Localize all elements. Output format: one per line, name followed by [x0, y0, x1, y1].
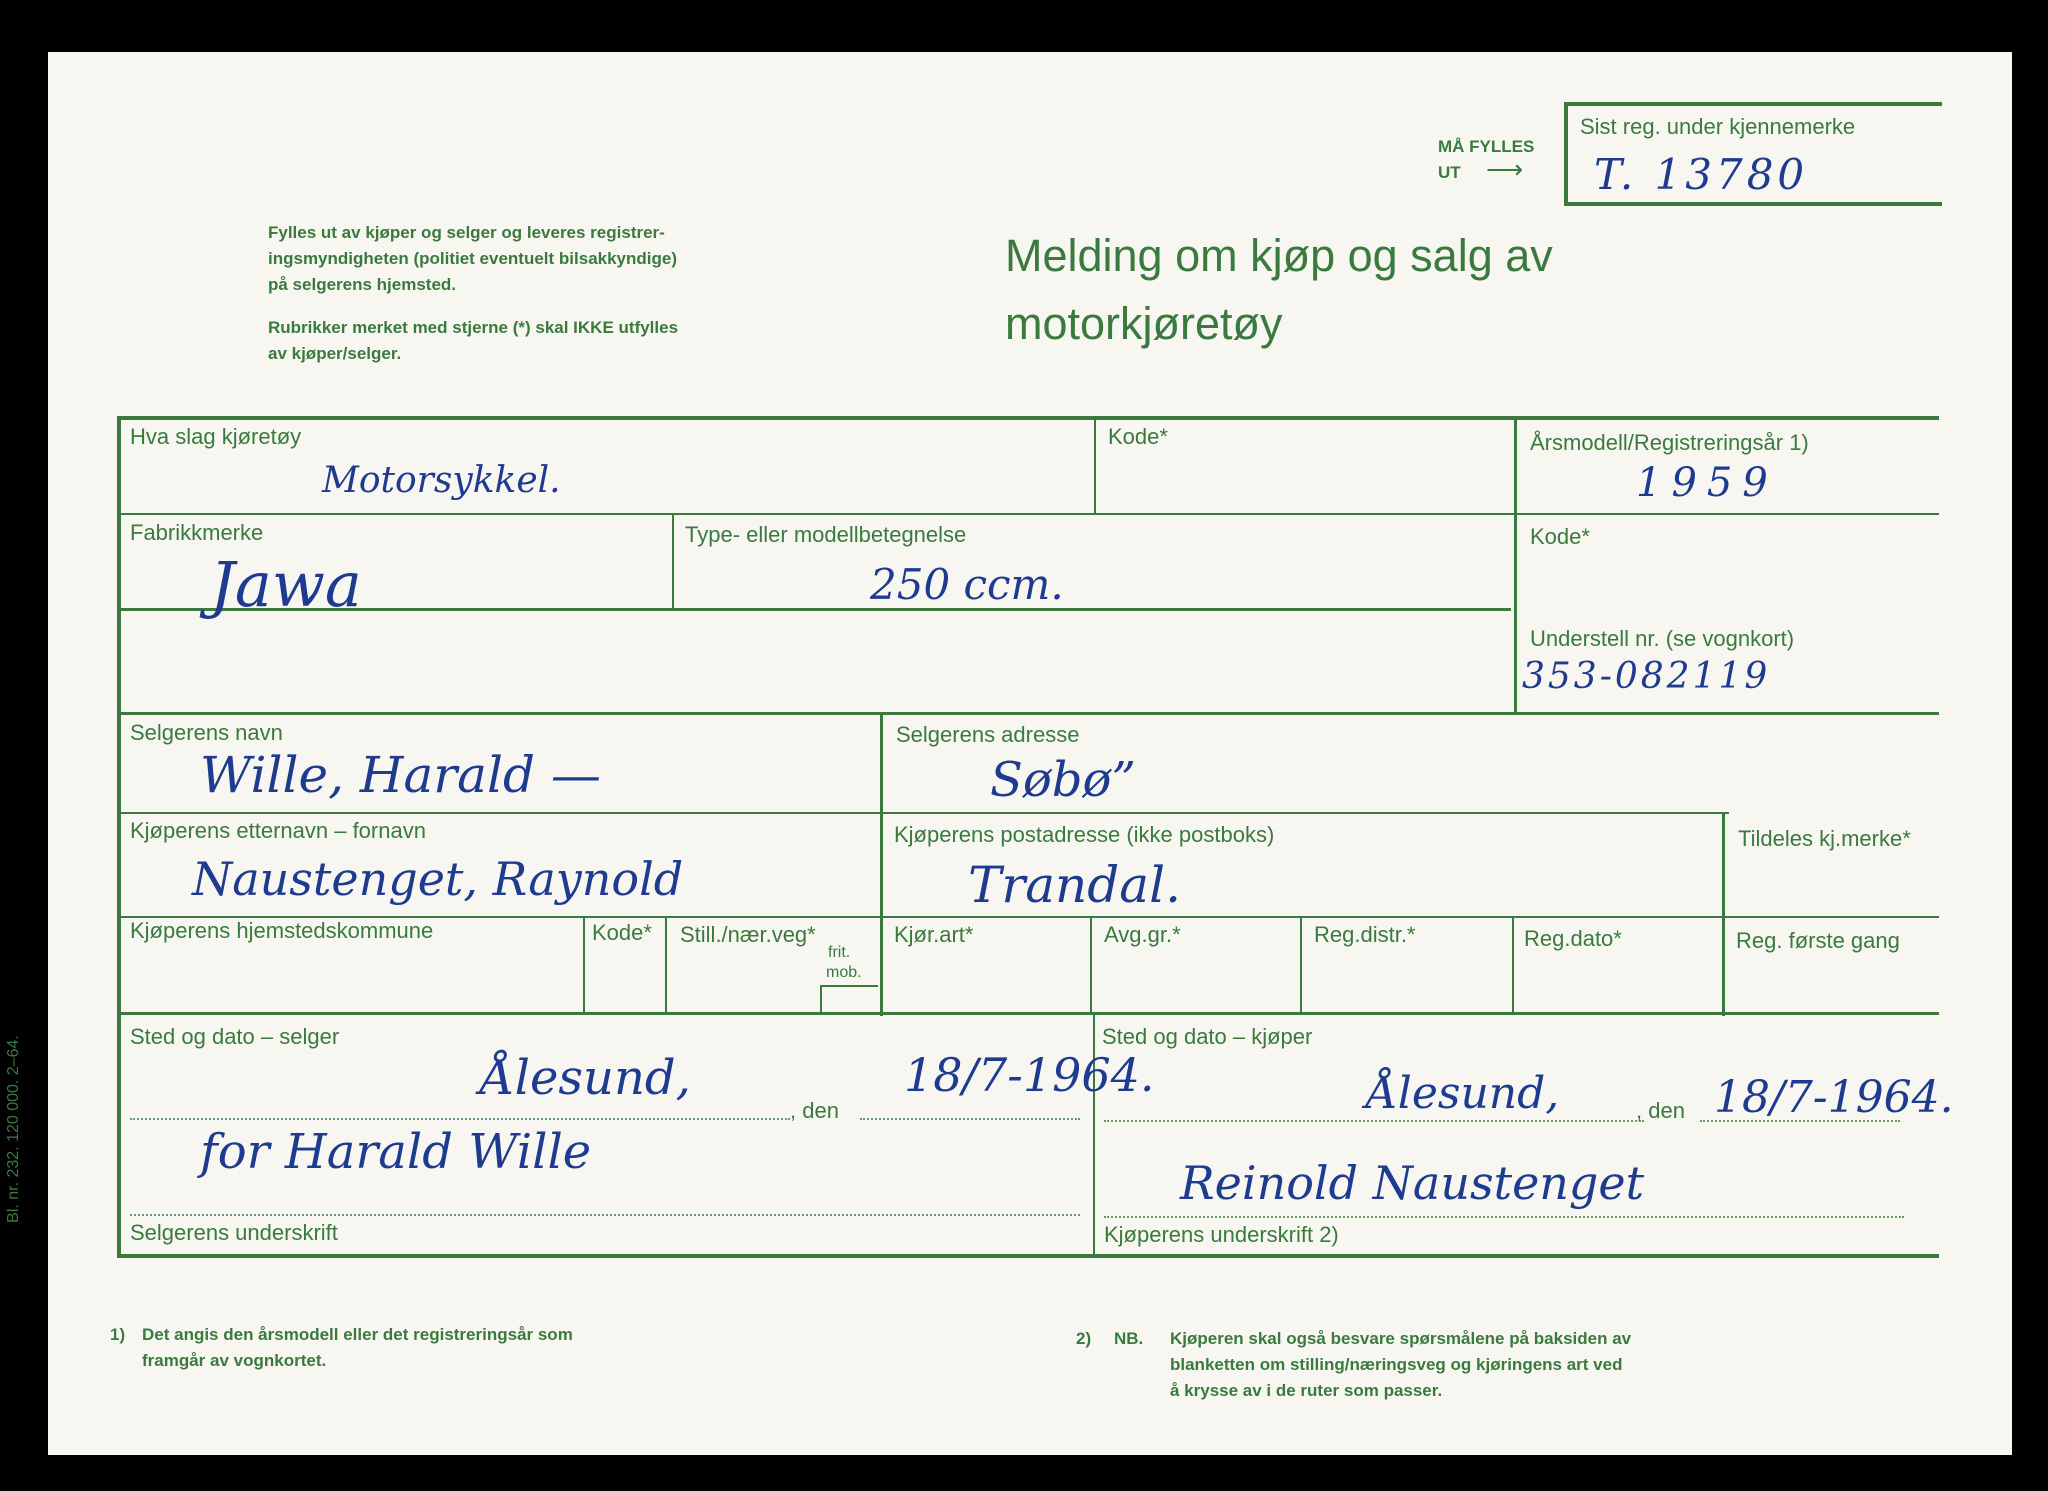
dotted-line	[130, 1214, 1080, 1216]
footnote-num: 2)	[1076, 1329, 1092, 1348]
footnote-2	[1076, 1326, 1631, 1404]
first-reg-label: Reg. første gang	[1736, 928, 1900, 953]
buyer-place-value: Ålesund,	[1366, 1068, 1560, 1119]
rule	[117, 416, 1939, 420]
dotted-line	[860, 1118, 1080, 1120]
reg-date-label: Reg.dato*	[1524, 926, 1622, 951]
dotted-line	[1104, 1216, 1904, 1218]
fee-group-label: Avg.gr.*	[1104, 922, 1181, 947]
rule	[1512, 916, 1514, 1012]
buyer-address-label: Kjøperens postadresse (ikke postboks)	[894, 822, 1275, 847]
buyer-name-value: Naustenget, Raynold	[192, 852, 684, 906]
rule	[117, 1012, 1939, 1015]
seller-place-value: Ålesund,	[480, 1050, 691, 1106]
seller-address-value: Søbø”	[990, 752, 1136, 808]
buyer-place-date-label: Sted og dato – kjøper	[1102, 1024, 1313, 1049]
side-print: Bl. nr. 232. 120 000. 2–64.	[4, 1035, 22, 1223]
checkbox-frame	[820, 985, 878, 1015]
rule	[665, 916, 667, 1012]
dotted-line	[1104, 1120, 1644, 1122]
instruction-line: Fylles ut av kjøper og selger og leveres registrer-	[268, 223, 665, 242]
title-line-1: Melding om kjøp og salg av	[1005, 230, 1553, 281]
code-label: Kode*	[1530, 524, 1590, 549]
dotted-line	[1700, 1120, 1900, 1122]
footnote-line: blanketten om stilling/næringsveg og kjøringens art ved	[1170, 1355, 1623, 1374]
last-reg-value: T. 13780	[1594, 150, 1809, 199]
footnote-line: å krysse av i de ruter som passer.	[1170, 1381, 1443, 1400]
make-value: Jawa	[210, 548, 362, 621]
buyer-name-label: Kjøperens etternavn – fornavn	[130, 818, 426, 843]
buyer-signature-label: Kjøperens underskrift 2)	[1104, 1222, 1339, 1247]
footnote-num: 1)	[110, 1325, 126, 1344]
last-reg-label: Sist reg. under kjennemerke	[1580, 114, 1856, 139]
form-title	[1005, 222, 1553, 358]
seller-signature-label: Selgerens underskrift	[130, 1220, 338, 1245]
model-year-value: 1959	[1636, 460, 1778, 506]
seller-signature: for Harald Wille	[200, 1124, 592, 1180]
chassis-value: 353-082119	[1522, 656, 1771, 697]
buyer-date-value: 18/7-1964.	[1714, 1072, 1954, 1123]
seller-name-value: Wille, Harald —	[200, 746, 601, 804]
rule	[117, 416, 121, 1256]
footnote-nb: NB.	[1114, 1329, 1144, 1348]
instruction-line: av kjøper/selger.	[268, 344, 402, 363]
code-label: Kode*	[592, 920, 652, 945]
rule	[1514, 416, 1517, 714]
footnote-line: Det angis den årsmodell eller det registreringsår som	[142, 1325, 573, 1344]
rule	[117, 712, 1939, 715]
rule	[672, 513, 674, 611]
seller-date-value: 18/7-1964.	[904, 1048, 1155, 1102]
model-year-label: Årsmodell/Registreringsår 1)	[1530, 430, 1809, 455]
buyer-signature: Reinold Naustenget	[1180, 1156, 1645, 1210]
driving-type-label: Kjør.art*	[894, 922, 974, 947]
must-fill-label	[1438, 134, 1534, 186]
rule	[1300, 916, 1302, 1012]
rule	[117, 1254, 1939, 1258]
footnote-line: Kjøperen skal også besvare spørsmålene på baksiden av	[1170, 1329, 1632, 1348]
den-label: , den	[790, 1098, 839, 1123]
seller-name-label: Selgerens navn	[130, 720, 283, 745]
frit-label: frit.	[828, 944, 851, 961]
seller-address-label: Selgerens adresse	[896, 722, 1080, 747]
seller-place-date-label: Sted og dato – selger	[130, 1024, 340, 1049]
rule	[117, 513, 1939, 515]
must-fill-ut: UT	[1438, 163, 1461, 182]
rule	[1722, 812, 1725, 1016]
dotted-line	[130, 1118, 790, 1120]
instructions-asterisk	[268, 315, 868, 367]
vehicle-type-label: Hva slag kjøretøy	[130, 424, 302, 449]
instruction-line: ingsmyndigheten (politiet eventuelt bilsakkyndige)	[268, 249, 678, 268]
must-fill-line-1: MÅ FYLLES	[1438, 137, 1535, 156]
rule	[1090, 916, 1092, 1012]
rule	[117, 812, 1729, 814]
mob-label: mob.	[826, 964, 862, 981]
must-fill-line-2	[1438, 154, 1534, 186]
instructions	[268, 220, 868, 298]
buyer-municipality-label: Kjøperens hjemstedskommune	[130, 918, 434, 943]
assigned-mark-label: Tildeles kj.merke*	[1738, 826, 1911, 851]
reg-district-label: Reg.distr.*	[1314, 922, 1416, 947]
rule	[1094, 416, 1096, 513]
title-line-2: motorkjøretøy	[1005, 298, 1283, 349]
vehicle-type-value: Motorsykkel.	[322, 460, 561, 501]
footnote-1	[110, 1322, 573, 1374]
den-label: , den	[1636, 1098, 1685, 1123]
buyer-address-value: Trandal.	[968, 856, 1181, 914]
rule	[583, 916, 585, 1012]
make-label: Fabrikkmerke	[130, 520, 264, 545]
code-label: Kode*	[1108, 424, 1168, 449]
model-value: 250 ccm.	[870, 560, 1064, 609]
footnote-line: framgår av vognkortet.	[142, 1351, 327, 1370]
chassis-label: Understell nr. (se vognkort)	[1530, 626, 1795, 651]
arrow-right-icon: ⟶	[1486, 154, 1524, 184]
occupation-label: Still./nær.veg*	[680, 922, 816, 947]
instruction-line: Rubrikker merket med stjerne (*) skal IKKE utfylles	[268, 318, 679, 337]
model-label: Type- eller modellbetegnelse	[685, 522, 967, 547]
rule	[880, 712, 883, 1016]
instruction-line: på selgerens hjemsted.	[268, 275, 457, 294]
